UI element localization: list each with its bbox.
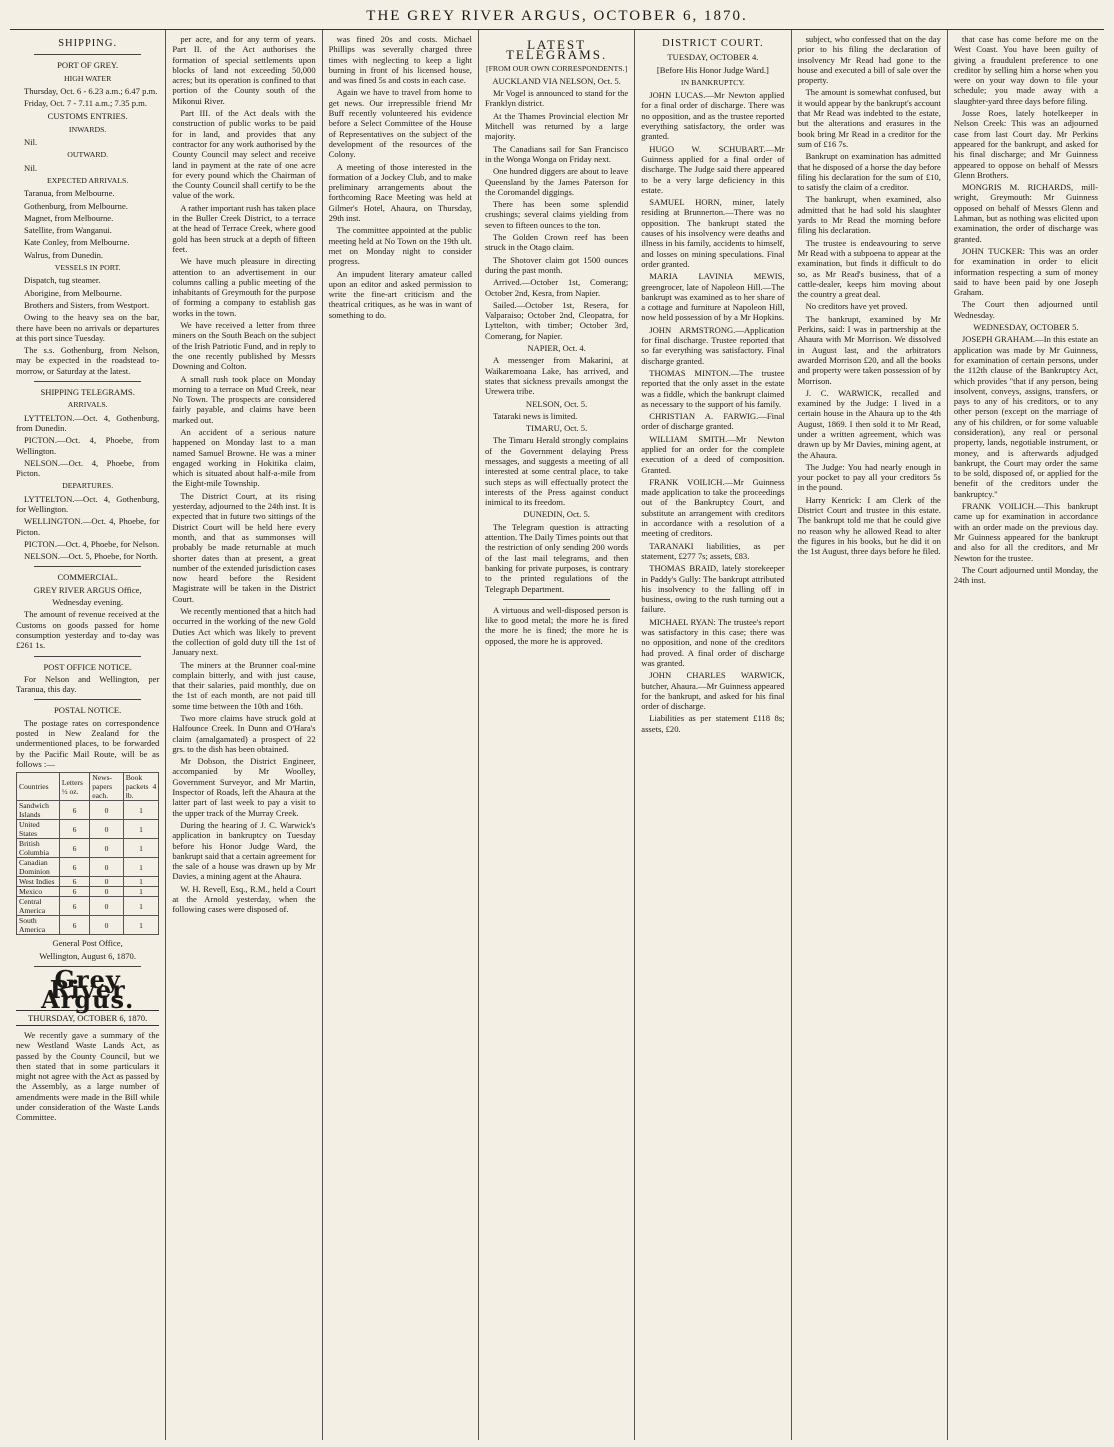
- telegram-paragraph: One hundred diggers are about to leave Queensland by the James Paterson for the Coromandel diggings.: [484, 166, 629, 197]
- court-paragraph: MICHAEL RYAN: The trustee's report was satisfactory in this case; there was no opposition, and none of the creditors had proved. A final order of discharge was granted.: [641, 616, 785, 668]
- masthead: [10, 8, 1104, 30]
- telegram-dateline: DUNEDIN, Oct. 5.: [523, 509, 590, 520]
- vessel-line: Aborigine, from Melbourne.: [24, 287, 122, 298]
- table-cell: 1: [123, 801, 159, 820]
- divider: [34, 54, 141, 55]
- table-cell: Mexico: [17, 887, 60, 897]
- article-paragraph: Part III. of the Act deals with the construction of public works to be paid for in land, and provides that any contractor for any work authorised by the County Council may select and receive land in payment at the rate of one acre for every pound which the Chairman of the County Council shall certify to be the value of the work.: [172, 108, 316, 201]
- telegram-paragraph: The Canadians sail for San Francisco in the Wonga Wonga on Friday next.: [484, 143, 629, 164]
- commercial-paragraph: The amount of revenue received at the Customs on goods passed for home consumption yesterday and to-day was £261 1s.: [16, 609, 160, 651]
- table-row: [17, 839, 159, 858]
- district-court-heading: DISTRICT COURT.: [662, 38, 764, 49]
- article-paragraph: The miners at the Brunner coal-mine complain bitterly, and with just cause, that their salaries, paid monthly, due on the 1st of each month, are not paid till some time between the 10th and 16th.: [172, 659, 316, 711]
- court-paragraph: CHRISTIAN A. FARWIG.—Final order of discharge granted.: [641, 411, 785, 432]
- telegram-paragraph: Tataraki news is limited.: [492, 410, 578, 421]
- table-row: [17, 877, 159, 887]
- telegram-dateline: AUCKLAND VIA NELSON, Oct. 5.: [492, 75, 621, 86]
- court-paragraph: Harry Kenrick: I am Clerk of the District Court and trustee in this estate. The bankrupt told me that he could give no reason why he allowed Read to alter the figures in his books, but he did it on the 1st August, three days before he filed.: [797, 494, 941, 557]
- table-cell: 0: [90, 877, 124, 887]
- article-paragraph: Two more claims have struck gold at Halfounce Creek. In Dunn and O'Hara's claim (amalgamated) a prospect of 22 grs. to the dish has been obtained.: [172, 713, 316, 754]
- table-cell: Sandwich Islands: [17, 801, 60, 820]
- gpo-date: Wellington, August 6, 1870.: [39, 950, 137, 961]
- arrivals-label: ARRIVALS.: [67, 400, 108, 410]
- table-header: Letters ½ oz.: [59, 773, 89, 801]
- table-cell: 0: [90, 839, 124, 858]
- arrival-line: Magnet, from Melbourne.: [24, 212, 114, 223]
- postage-table: [16, 772, 159, 935]
- nil-text: Nil.: [24, 162, 38, 173]
- divider: [34, 381, 141, 382]
- vessel-line: Dispatch, tug steamer.: [24, 275, 101, 286]
- column-2: [166, 30, 322, 1440]
- table-cell: British Columbia: [17, 839, 60, 858]
- divider: [34, 699, 141, 700]
- court-paragraph: JOSEPH GRAHAM.—In this estate an application was made by Mr Guinness, for examination of certain persons, under the 112th clause of the Bankruptcy Act, which provides "that if any person, being insolvent, conveys, assigns, transfers, or pays to any of his creditors, or to any other person (except on the marriage of any of his children, or for some valuable consideration), any real or personal property, lands, negotiable instrument, or money, and is afterwards adjudged bankrupt, the Court may order the same to be sold, disposed of, or applied for the benefit of the creditors under the bankruptcy.": [953, 334, 1099, 499]
- court-paragraph: The amount is somewhat confused, but it would appear by the bankrupt's account that Mr Read was indebted to the estate, but the alterations and erasures in the book bring Mr Read in a creditor for the sum of £16 7s.: [797, 87, 941, 149]
- table-cell: Central America: [17, 897, 60, 916]
- telegram-paragraph: Sailed.—October 1st, Resera, for Valparaiso; October 2nd, Cleopatra, for Lyttelton, with timber; October 3rd, Comerang, for Napier.: [484, 299, 629, 341]
- telegram-paragraph: At the Thames Provincial election Mr Mitchell was returned by a large majority.: [484, 110, 629, 142]
- issue-dateline: THURSDAY, OCTOBER 6, 1870.: [16, 1010, 159, 1026]
- arrival-line: Kate Conley, from Melbourne.: [24, 237, 130, 248]
- table-cell: 0: [90, 820, 124, 839]
- court-paragraph: J. C. WARWICK, recalled and examined by the Judge: I lived in a certain house in the Ahaura up to the 4th August, 1869. I then sold it to Mr Read, under a written agreement, which was drawn up by Mr Davies, mining agent, at the Ahaura.: [797, 387, 941, 460]
- table-cell: 0: [90, 801, 124, 820]
- divider: [34, 656, 141, 657]
- court-paragraph: subject, who confessed that on the day prior to his filing the declaration of insolvency Mr Read had gone to the house and executed a bill of sale over the property.: [797, 34, 941, 86]
- table-row: [17, 801, 159, 820]
- court-date: WEDNESDAY, OCTOBER 5.: [973, 322, 1079, 333]
- court-paragraph: WILLIAM SMITH.—Mr Newton applied for an order for the complete execution of a deed of composition. Granted.: [641, 433, 785, 475]
- court-paragraph: The bankrupt, examined by Mr Perkins, said: I was in partnership at the Ahaura with Mr Morrison. We dissolved in August last, and the arbitrators awarded Morrison £20, and all the books and property were taken possession of by Morrison.: [797, 313, 941, 386]
- expected-arrivals-label: EXPECTED ARRIVALS.: [47, 175, 129, 185]
- article-paragraph: W. H. Revell, Esq., R.M., held a Court at the Arnold yesterday, when the following cases were disposed of.: [172, 883, 316, 915]
- court-paragraph: The trustee is endeavouring to serve Mr Read with a subpoena to appear at the examination, but finds it difficult to do so, as Mr Read's business, that of a cattle-dealer, keeps him moving about the country a great deal.: [797, 237, 941, 300]
- telegram-dateline: TIMARU, Oct. 5.: [525, 423, 588, 434]
- commercial-heading: COMMERCIAL.: [57, 572, 118, 583]
- telegram-line: NELSON.—Oct. 4, Phoebe, from Picton.: [16, 457, 160, 479]
- article-paragraph: The District Court, at its rising yesterday, adjourned to the 24th inst. It is expected that in future two sittings of the District Court will be held here every month, and that as summonses will probably be made returnable at much shorter dates than at present, a great number of the extended jurisdiction cases now heard before the Resident Magistrate will be taken in the District Court.: [172, 490, 316, 604]
- telegram-line: LYTTELTON.—Oct. 4, Gothenburg, from Dunedin.: [16, 412, 160, 433]
- post-paragraph: For Nelson and Wellington, per Taranua, this day.: [16, 673, 160, 695]
- telegram-line: NELSON.—Oct. 5, Phoebe, for North.: [24, 551, 158, 562]
- column-5: [635, 30, 791, 1440]
- table-cell: 6: [59, 801, 89, 820]
- court-paragraph: TARANAKI liabilities, as per statement, £277 7s; assets, £83.: [641, 540, 785, 561]
- table-cell: 0: [90, 858, 124, 877]
- telegram-dateline: NAPIER, Oct. 4.: [527, 343, 586, 354]
- column-6: [792, 30, 948, 1440]
- court-paragraph: MONGRIS M. RICHARDS, mill-wright, Greymouth: Mr Guinness opposed on behalf of Messrs Glenn and Lahman, but as nothing was elicited upon examination, the order of discharge was granted.: [953, 182, 1099, 244]
- court-paragraph: THOMAS MINTON.—The trustee reported that the only asset in the estate was a fiddle, which the bankrupt claimed as necessary to the support of his family.: [641, 367, 785, 409]
- table-row: [17, 887, 159, 897]
- article-paragraph: A virtuous and well-disposed person is like to good metal; the more he is fired the more he is fined; the more he is opposed, the more he is approved.: [484, 604, 629, 646]
- article-paragraph: An impudent literary amateur called upon an editor and asked permission to write the fine-art criticism and the theatrical critiques, as he was in want of something to do.: [328, 268, 472, 320]
- court-paragraph: Josse Roes, lately hotelkeeper in Nelson Creek: This was an adjourned case from last Court day. Mr Perkins appeared for the bankrupt, and asked for his final discharge; and Mr Guinness appeared to oppose on behalf of Messrs Glenn Brothers.: [953, 108, 1099, 180]
- table-row: [17, 820, 159, 839]
- court-paragraph: THOMAS BRAID, lately storekeeper in Paddy's Gully: The bankrupt attributed his insolvency to the falling off in business, owing to the rush turning out a failure.: [641, 563, 785, 615]
- table-cell: 1: [123, 887, 159, 897]
- article-paragraph: An accident of a serious nature happened on Monday last to a man named Samuel Browne. He was a miner engaged working in Hokitika claim, which is situated about half-a-mile from the Eight-mile Township.: [172, 426, 316, 489]
- telegrams-heading: LATEST TELEGRAMS.: [505, 37, 608, 63]
- column-3: [323, 30, 479, 1440]
- table-cell: 1: [123, 877, 159, 887]
- table-cell: 6: [59, 839, 89, 858]
- court-paragraph: HUGO W. SCHUBART.—Mr Guinness applied for a final order of discharge. The Judge said there appeared to be a very large deficiency in this estate.: [641, 143, 785, 195]
- table-cell: 1: [123, 820, 159, 839]
- column-1: [10, 30, 166, 1440]
- arrival-line: Gothenburg, from Melbourne.: [24, 200, 128, 211]
- article-paragraph: The committee appointed at the public meeting held at No Town on the 19th ult. met on Monday night to consider progress.: [328, 225, 472, 267]
- shipping-heading: SHIPPING.: [58, 38, 118, 49]
- column-4: [479, 30, 635, 1440]
- article-paragraph: per acre, and for any term of years. Part II. of the Act authorises the formation of special settlements upon blocks of land not exceeding 50,000 acres; but its operation is confined to that portion of the County south of the Mikonui River.: [172, 34, 316, 106]
- court-paragraph: No creditors have yet proved.: [805, 301, 908, 312]
- telegram-line: PICTON.—Oct. 4, Phoebe, for Nelson.: [24, 538, 160, 549]
- telegram-paragraph: The Golden Crown reef has been struck in the Otago claim.: [484, 232, 629, 253]
- telegrams-subheading: [FROM OUR OWN CORRESPONDENTS.]: [485, 63, 628, 73]
- court-judge: [Before His Honor Judge Ward.]: [656, 64, 769, 75]
- court-paragraph: Bankrupt on examination has admitted that he disposed of a horse the day before filing his declaration for the sum of £10, to satisfy the claim of a creditor.: [797, 151, 941, 193]
- outward-label: OUTWARD.: [67, 150, 109, 160]
- table-cell: West Indies: [17, 877, 60, 887]
- table-header: Countries: [17, 773, 60, 801]
- telegram-line: WELLINGTON.—Oct. 4, Phoebe, for Picton.: [16, 516, 160, 537]
- telegram-paragraph: Mr Vogel is announced to stand for the Franklyn district.: [484, 88, 629, 109]
- court-paragraph: Liabilities as per statement £118 8s; assets, £20.: [641, 713, 785, 734]
- court-paragraph: JOHN ARMSTRONG.—Application for final discharge. Trustee reported that so far everything was satisfactory. Final discharge granted.: [641, 324, 785, 366]
- court-paragraph: The bankrupt, when examined, also admitted that he had sold his slaughter yards to Mr Read the morning before filing his declaration.: [797, 194, 941, 236]
- office-day: Wednesday evening.: [52, 597, 124, 608]
- post-office-heading: POST OFFICE NOTICE.: [43, 661, 132, 672]
- table-cell: South America: [17, 916, 60, 935]
- divider: [34, 566, 141, 567]
- editorial-paragraph: We recently gave a summary of the new Westland Waste Lands Act, as passed by the County Council, but we then stated that in some particulars it might not agree with the Act as passed by the Assembly, as a large number of amendments were made in the Bill while under consideration of the Waste Lands Committee.: [16, 1030, 160, 1123]
- table-cell: 6: [59, 820, 89, 839]
- court-paragraph: The Judge: You had nearly enough in your pocket to pay all your creditors 5s in the pound.: [797, 461, 941, 493]
- table-cell: 6: [59, 897, 89, 916]
- table-cell: 6: [59, 858, 89, 877]
- court-paragraph: SAMUEL HORN, miner, lately residing at Brunnerton.—There was no opposition. The bankrupt stated the causes of his insolvency were deaths and illness in his family, accidents to himself, and losses on mining speculations. Final order granted.: [641, 197, 785, 269]
- shipping-paragraph: Owing to the heavy sea on the bar, there have been no arrivals or departures at this port since Tuesday.: [16, 312, 160, 343]
- inwards-label: INWARDS.: [68, 124, 107, 134]
- table-cell: 1: [123, 858, 159, 877]
- telegram-paragraph: The Timaru Herald strongly complains of the Government delaying Press messages, and suggests a meeting of all interested at some central place, to take such steps as will effectually protect the interests of the Press against conduct inimical to its freedom.: [484, 435, 629, 508]
- table-header: Book packets 4 lb.: [123, 773, 159, 801]
- telegram-paragraph: The Shotover claim got 1500 ounces during the past month.: [484, 254, 629, 275]
- telegram-line: LYTTELTON.—Oct. 4, Gothenburg, for Wellington.: [16, 493, 160, 514]
- arrival-line: Taranua, from Melbourne.: [24, 188, 115, 199]
- table-cell: 6: [59, 877, 89, 887]
- article-paragraph: During the hearing of J. C. Warwick's application in bankruptcy on Tuesday before his Honor Judge Ward, the bankrupt said that a certain agreement for the sale of a house was drawn up by Mr Davies, a mining agent at the Ahaura.: [172, 819, 316, 882]
- telegram-paragraph: Arrived.—October 1st, Comerang; October 2nd, Kesra, from Napier.: [484, 277, 629, 298]
- court-paragraph: that case has come before me on the West Coast. You have been guilty of giving a fraudulent preference to one creditor by selling him a horse when you were on your way down to file your schedule; you made away with a slaughter-yard three days before filing.: [953, 34, 1099, 106]
- newspaper-nameplate: Grey River Argus.: [40, 964, 135, 1015]
- arrival-line: Walrus, from Dunedin.: [24, 249, 104, 260]
- postal-notice-heading: POSTAL NOTICE.: [54, 705, 122, 716]
- court-paragraph: The Court adjourned until Monday, the 24th inst.: [953, 564, 1099, 586]
- table-header-row: [17, 773, 159, 801]
- gpo-line: General Post Office,: [52, 938, 123, 949]
- telegram-dateline: NELSON, Oct. 5.: [525, 398, 588, 409]
- article-paragraph: We have received a letter from three miners on the South Beach on the subject of the Irish Patriotic Fund, and in reply to the one recently published by Messrs Downing and Colton.: [172, 320, 316, 372]
- vessels-in-port-label: VESSELS IN PORT.: [54, 263, 121, 273]
- column-7: [948, 30, 1104, 1440]
- divider: [503, 599, 610, 600]
- court-paragraph: JOHN TUCKER: This was an order for examination in order to elicit information respecting a sum of money said to have been paid by one Joseph Graham.: [953, 245, 1099, 298]
- shipping-telegrams-heading: SHIPPING TELEGRAMS.: [40, 387, 135, 398]
- masthead-title: THE GREY RIVER ARGUS, OCTOBER 6, 1870.: [366, 8, 748, 24]
- tide-line: Friday, Oct. 7 - 7.11 a.m.; 7.35 p.m.: [24, 98, 148, 109]
- article-paragraph: Mr Dobson, the District Engineer, accompanied by Mr Woolley, Government Surveyor, and Mr Martin, Inspector of Roads, left the Ahaura at the latter part of last week to pay a visit to the upper track of the Murray Creek.: [172, 756, 316, 818]
- table-row: [17, 897, 159, 916]
- court-paragraph: JOHN CHARLES WARWICK, butcher, Ahaura.—Mr Guinness appeared for the bankrupt, and asked for his final order of discharge.: [641, 670, 785, 712]
- bankruptcy-label: IN BANKRUPTCY.: [680, 77, 745, 87]
- court-paragraph: JOHN LUCAS.—Mr Newton applied for a final order of discharge. There was no opposition, and as the trustee reported everything satisfactory, the order was granted.: [641, 90, 785, 142]
- postal-paragraph: The postage rates on correspondence posted in New Zealand for the undermentioned places, to be forwarded by the Pacific Mail Route, will be as follows :—: [16, 717, 160, 769]
- office-line: GREY RIVER ARGUS Office,: [33, 584, 142, 595]
- table-cell: 1: [123, 839, 159, 858]
- table-cell: 0: [90, 887, 124, 897]
- shipping-paragraph: The s.s. Gothenburg, from Nelson, may be expected in the roadstead to-morrow, or Saturday at the latest.: [16, 345, 160, 376]
- court-paragraph: FRANK VOILICH.—Mr Guinness made application to take the proceedings out of the Bankruptcy Court, and substitute an arrangement with creditors in accordance with a resolution of a meeting of creditors.: [641, 476, 785, 539]
- article-paragraph: Again we have to travel from home to get news. Our irrepressible friend Mr Buff recently volunteered his evidence before a Select Committee of the House of Representatives on the subject of the development of the resources of the Colony.: [328, 87, 472, 160]
- article-paragraph: A rather important rush has taken place in the Buller Creek District, to a terrace at the head of Terrace Creek, where good gold has been struck at a depth of fifteen feet.: [172, 202, 316, 254]
- court-paragraph: FRANK VOILICH.—This bankrupt came up for examination in accordance with an order made on the previous day. Mr Guinness appeared for the bankrupt and also for all the creditors, and Mr Newton for the trustee.: [953, 501, 1099, 563]
- article-paragraph: A meeting of those interested in the formation of a Jockey Club, and to make preliminary arrangements about the forthcoming Race Meeting was held at Gilmer's Hotel, Ahaura, on Thursday, 29th inst.: [328, 161, 472, 224]
- article-paragraph: A small rush took place on Monday morning to a terrace on Mud Creek, near No Town. The prospects are considered fairly payable, and claims have been marked out.: [172, 373, 316, 425]
- table-row: [17, 916, 159, 935]
- article-paragraph: We have much pleasure in directing attention to an advertisement in our columns calling a public meeting of the inhabitants of Greymouth for the purpose of forming a company to establish gas works in the town.: [172, 256, 316, 318]
- port-heading: PORT OF GREY.: [57, 60, 119, 71]
- court-paragraph: MARIA LAVINIA MEWIS, greengrocer, late of Napoleon Hill.—The bankrupt was examined as to her share of a cottage and furniture at Napoleon Hill, now held possession of by a Mr Hopkins.: [641, 271, 785, 323]
- table-cell: 0: [90, 897, 124, 916]
- arrival-line: Satellite, from Wanganui.: [24, 225, 112, 236]
- table-cell: United States: [17, 820, 60, 839]
- table-cell: 6: [59, 887, 89, 897]
- table-cell: 0: [90, 916, 124, 935]
- tides-label: HIGH WATER: [64, 73, 112, 83]
- vessel-line: Brothers and Sisters, from Westport.: [24, 299, 150, 310]
- article-paragraph: was fined 20s and costs. Michael Phillips was severally charged three times with neglecting to keep a light burning in front of his licensed house, and was fined 5s and costs in each case.: [328, 34, 472, 86]
- table-cell: 6: [59, 916, 89, 935]
- court-date: TUESDAY, OCTOBER 4.: [667, 52, 759, 63]
- table-row: [17, 858, 159, 877]
- article-paragraph: We recently mentioned that a hitch had occurred in the working of the new Gold Duties Act which was likely to prevent the collection of gold duty till the 1st of January next.: [172, 606, 316, 658]
- table-header: News-papers each.: [90, 773, 124, 801]
- tide-line: Thursday, Oct. 6 - 6.23 a.m.; 6.47 p.m.: [24, 85, 158, 96]
- court-paragraph: The Court then adjourned until Wednesday.: [953, 299, 1099, 320]
- table-cell: 1: [123, 916, 159, 935]
- table-cell: 1: [123, 897, 159, 916]
- departures-label: DEPARTURES.: [62, 481, 114, 491]
- table-cell: Canadian Dominion: [17, 858, 60, 877]
- telegram-paragraph: The Telegram question is attracting attention. The Daily Times points out that the restriction of only sending 200 words of the last mail telegrams, and then banking for private purposes, is contrary to the printed regulations of the Telegraph Department.: [484, 521, 629, 594]
- telegram-line: PICTON.—Oct. 4, Phoebe, from Wellington.: [16, 435, 160, 456]
- customs-heading: CUSTOMS ENTRIES.: [47, 111, 128, 122]
- columns: [10, 30, 1104, 1440]
- nil-text: Nil.: [24, 137, 38, 148]
- telegram-paragraph: There has been some splendid crushings; several claims yielding from seven to fifteen ounces to the ton.: [484, 199, 629, 230]
- telegram-paragraph: A messenger from Makarini, at Waikaremoana Lake, has arrived, and states that sickness prevails amongst the Urewera tribe.: [484, 355, 629, 397]
